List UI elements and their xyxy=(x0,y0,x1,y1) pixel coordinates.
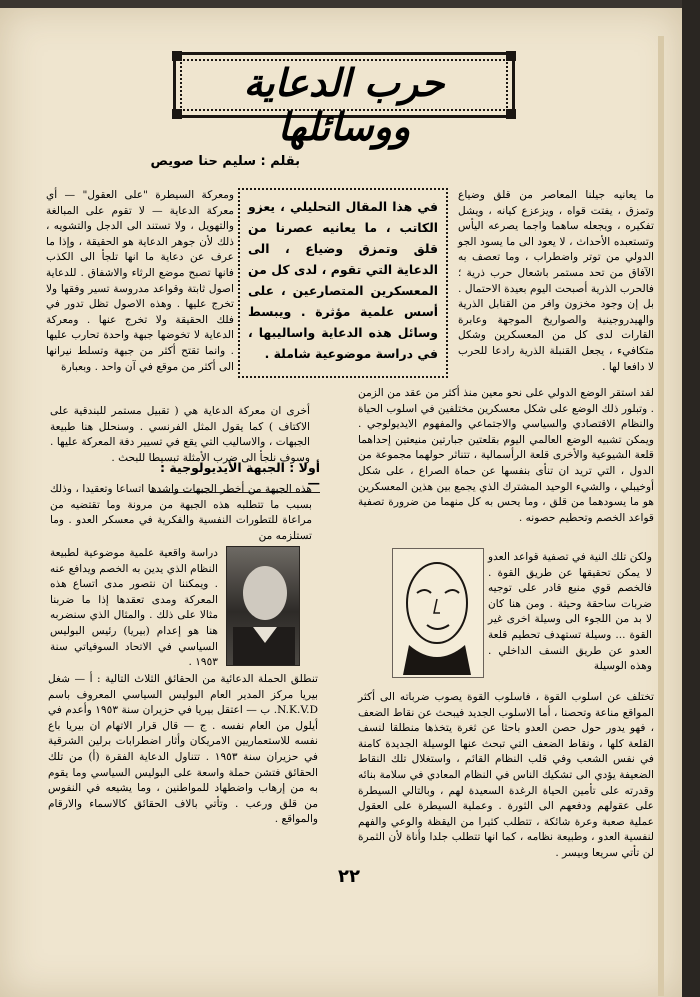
paragraph: ولكن تلك النية في تصفية قواعد العدو لا يمكن تحقيقها عن طريق القوة . فالخصم قوي منيع قادر على توجيه ضربات ساحقة وحيثة . ومن هنا كان لا بد من اللجوء الى وسيلة اخرى غير القوة ... وسيلة تستهدف تحطيم قلعة العدو عن طريق النسف الداخلي . وهذه الوسيلة xyxy=(488,551,652,673)
column-left-b1 xyxy=(50,482,312,544)
caricature-graphic xyxy=(393,549,483,677)
title-frame xyxy=(173,52,515,149)
section-heading: أولا : الجبهة الأيديولوجية : — xyxy=(150,460,320,493)
byline: بقلم : سليم حنا صويص xyxy=(150,154,300,169)
paragraph: تختلف عن اسلوب القوة ، فاسلوب القوة يصوب ضرباته الى أكثر المواقع مناعة وتحصنا ، أما الاسلوب الجديد فيبحث عن نقاط الضعف ، فهو يدور حول حصن العدو باحثا عن ثغرة يتخذها منطلقا لنسف القلعة كلها ، ونقاط الضعف التي تبحث عنها الوسيلة الجديدة كامنة في نفس الشعب وفي قلب النظام القائم ، واستغلال تلك النقاط الضعيفة يؤدي الى تشكيك الناس في النظام المعادي في سلامة بنائه وقدرته على تأمين الحياة الرغدة السعيدة لهم ، وبالتالي السيطرة على عقولهم ودفعهم الى الثورة . وعملية السيطرة على العقول عملية صعبة وعرة شائكة ، تتطلب كثيرا من اليقظة والوعي والفهم لنفسية العدو ، وطبيعة نظامه ، كما انها تتطلب جلدا وأناة لأن الثمرة لن تأتي سريعا وبيسر . xyxy=(358,691,654,859)
paragraph: تنطلق الحملة الدعائية من الحقائق الثلاث التالية : أ — شغل بيريا مركز المدير العام البوليس السياسي المعروف باسم N.K.V.D. ب — اعتقل بيريا في حزيران سنة ١٩٥٣ وأعدم في أيلول من العام نفسه . ج — قال قرار الاتهام ان بيريا باع نفسه للاستعماريين الامريكان وأثار اضطرابات برلين الشرقية في حزيران سنة ١٩٥٣ . تتناول الدعاية الفقرة (أ) من تلك الحقائق فتشن حملة واسعة على البوليس السياسي وما يقوم به من إرهاب واضطهاد للمواطنين ، وما يشيعه في النفوس من قلق ورعب . وتأتي بالاف الحقائق كالاسماء والارقام والمواقع . xyxy=(48,673,318,826)
paragraph: أخرى ان معركة الدعاية هي ( تقبيل مستمر للبندقية على الاكتاف ) كما يقول المثل الفرنسي . وسنحلل هنا طبيعة الجبهات ، والاساليب التي يقع في تسيير دفة المعركة عليها . وسوف نلجأ الى ضرب الأمثلة تبسيطا للبحث . xyxy=(50,405,310,464)
dark-edge xyxy=(682,0,700,997)
column-right-top xyxy=(458,188,654,375)
page-number: ٢٢ xyxy=(338,866,360,887)
column-left-top xyxy=(46,188,234,375)
column-right-mid xyxy=(358,386,654,526)
paragraph: هذه الجبهة من أخطر الجبهات واشدها اتساعا وتعقيدا ، وذلك بسبب ما تتطلبه هذه الجبهة من مرونة وما تقتضيه من مراعاة للتطورات النفسية والفكرية في معسكر العدو . وما تستلزمه من xyxy=(50,483,312,542)
column-left-mid xyxy=(50,404,310,466)
column-right-b1 xyxy=(488,550,652,675)
paragraph: دراسة واقعية علمية موضوعية لطبيعة النظام الذي يدين به الخصم ويدافع عنه . ويمكننا ان نتصور مدى اتساع هذه المعركة ومدى تعقدها إذا ما ضربنا مثالا على ذلك . والمثال الذي سنضربه هنا هو إعدام (بيريا) رئيس البوليس السياسي في الاتحاد السوفياتي سنة ١٩٥٣ . xyxy=(50,547,218,669)
page-title: حرب الدعاية ووسائلها xyxy=(243,61,445,149)
caricature-drawing xyxy=(392,548,484,678)
paragraph: لقد استقر الوضع الدولي على نحو معين منذ أكثر من عقد من الزمن . وتبلور ذلك الوضع على شكل معسكرين مختلفين في اسلوب الحياة والنظام الاقتصادي والسياسي والاجتماعي والمفهوم الايديولوجي . ويمكن تشبيه الوضع العالمي اليوم بقلعتين جبارتين منيعتين إحداهما قلعة الشيوعية والأخرى قلعة الرأسمالية ، تتناثر حولهما مجموعة من الدول ، التي تريد ان تنأى بنفسها عن حماة الصراع ، على شكل أوخيبلي ، والشيء الوحيد المشترك الذي يجمع بين هذين المعسكرين هو ما يسودهما من قلق ، وما يحس به كل منهما من ضرورة تصفية قواعد الخصم وتحطيم حصونه . xyxy=(358,387,654,524)
frame-corner xyxy=(506,51,516,61)
column-left-bottom xyxy=(48,672,318,828)
column-left-b2 xyxy=(50,546,218,671)
intro-box xyxy=(238,188,448,378)
column-right-bottom xyxy=(358,690,654,862)
paragraph: ما يعانيه جيلنا المعاصر من قلق وضياع وتمزق ، يفتت قواه ، ويزعزع كيانه ، ويشل تفكيره ، ويجعله ساهما واجما يصرعه اليأس وتستعبده الأحداث ، لا يعود الى ما يسود الجو الدولي من توتر واضطراب ، وما تعصف به الآفاق من تحد مستمر باشعال حرب ذرية ؛ فالحرب الذرية أصبحت اليوم بعيدة الاحتمال . بل إن وجود مخزون وافر من القنابل الذرية والهيدروجينية والصواريخ الموجهة وعابرة القارات لدى كل من المعسكرين وشكل متكافيء ، يجعل القنبلة الذرية رادعا للحرب لا دافعا لها . xyxy=(458,189,654,373)
page-binding-edge xyxy=(658,36,664,996)
portrait-photo-beria xyxy=(226,546,300,666)
portrait-graphic xyxy=(227,547,299,665)
intro-text: في هذا المقال التحليلي ، يعزو الكاتب ، ما يعانيه عصرنا من قلق وتمزق وضياع ، الى الدعاية التي تقوم ، لدى كل من المعسكرين المتصارعين ، على أسس علمية مؤثرة . ويبسط وسائل هذه الدعاية واساليبها ، في دراسة موضوعية شاملة . xyxy=(248,199,438,361)
frame-corner xyxy=(172,51,182,61)
paragraph: ومعركة السيطرة "على العقول" — أي معركة الدعاية — لا تقوم على المبالغة والتهويل ، ولا تستند الى الدجل والتشويه ، ذلك لأن جوهر الدعاية هو الحقيقة ، وإذا ما عرف عن دعاية ما انها تلجأ الى الكذب فانها تصبح موضع الرثاء والاشفاق . للدعاية اصول ثابتة وقواعد مدروسة تسير وفقها ولا تخرج عليها . وهذه الاصول تظل تدور في فلك الحقيقة ولا تخرج عنها . ومعركة الدعاية لا تخوضها جبهة واحدة تحارب عليها . وانما تقتح أكثر من جبهة وتسلط نيرانها الى أكثر من موقع في آن واحد . وبعبارة xyxy=(46,189,234,373)
